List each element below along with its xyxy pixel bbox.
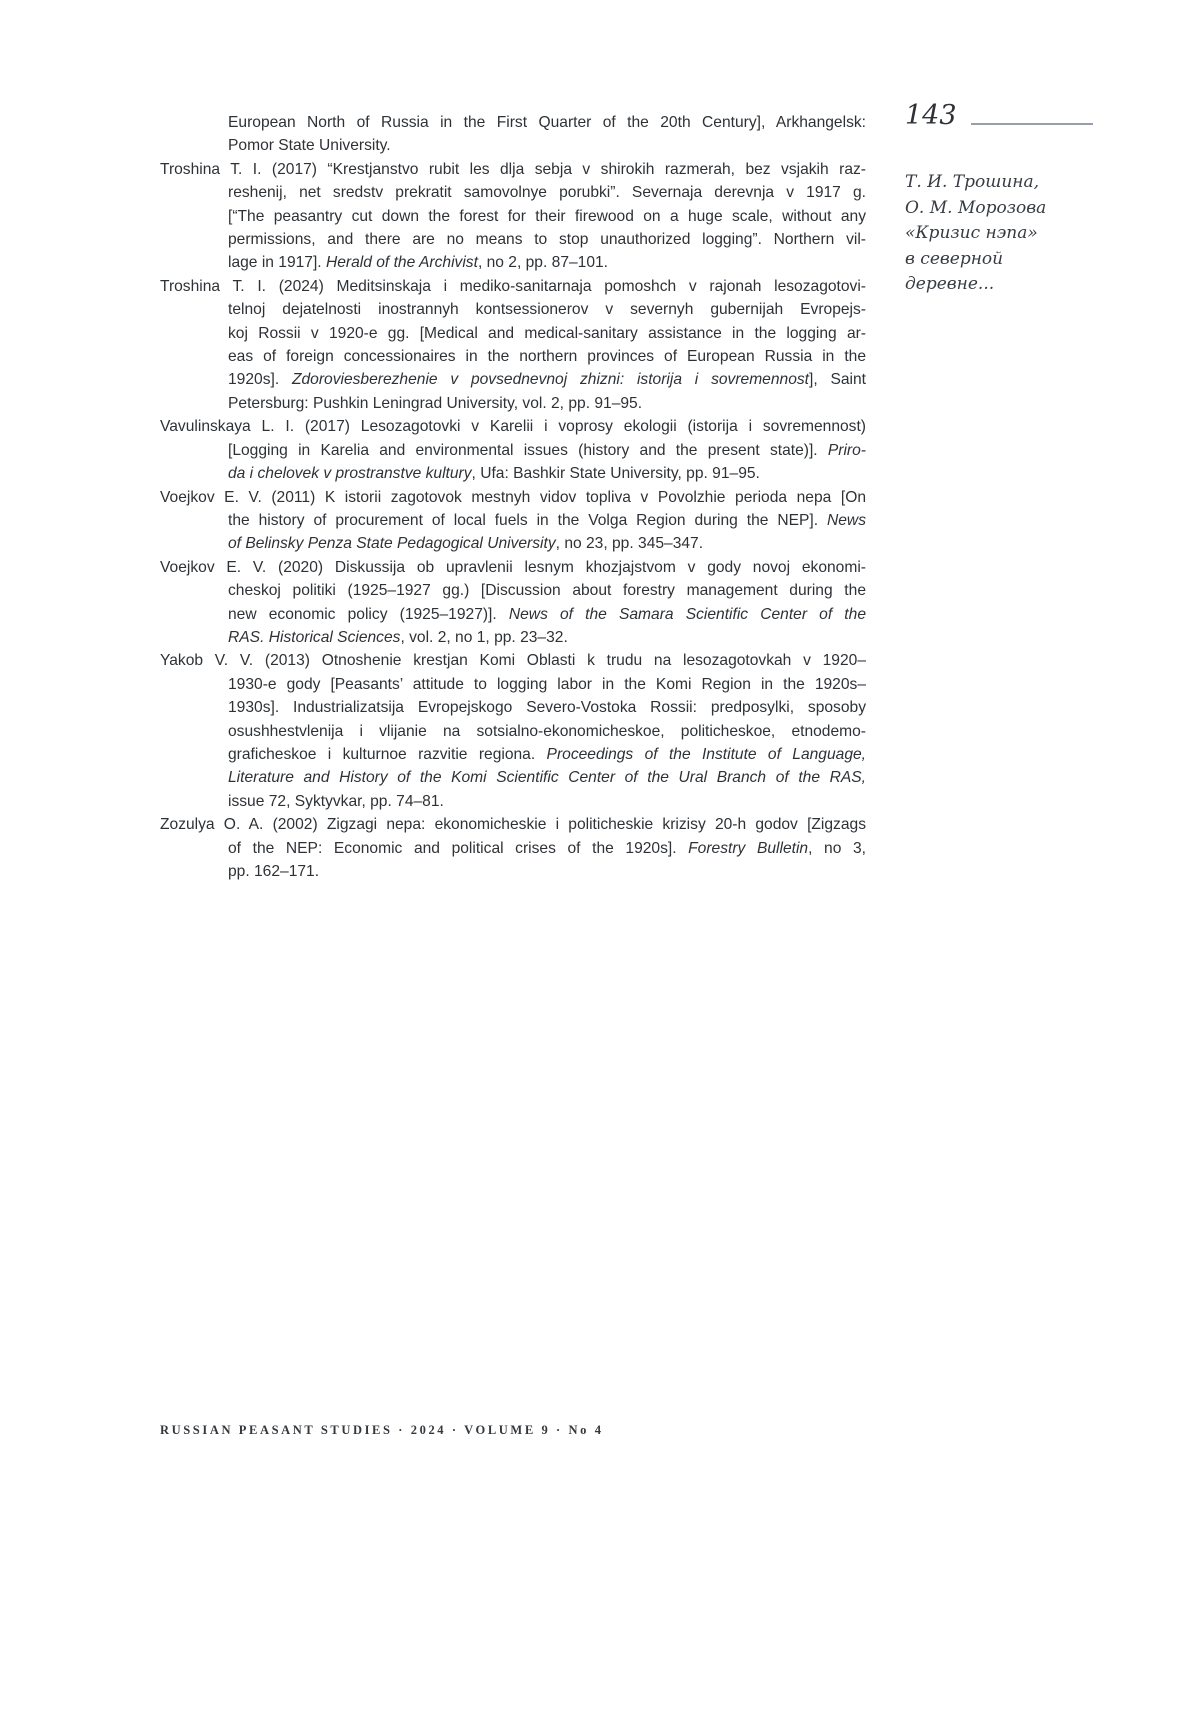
reference-line [228,322,866,345]
reference-text: , no 23, pp. 345–347. [555,535,704,553]
reference-text: , Ufa: Bashkir State University, pp. 91–95. [471,465,760,483]
reference-text: pp. 162–171. [228,863,320,880]
references-list [160,111,866,883]
reference-text-italic: News of the Samara Scientific Center of the [508,605,866,623]
reference-text: [Logging in Karelia and environmental issues (history and the present state)]. [228,441,828,459]
reference-text-italic: Forestry Bulletin [688,839,809,857]
running-head-line: «Кризис нэпа» [905,223,1038,243]
reference-text: Voejkov E. V. (2011) K istorii zagotovok mestnyh vidov topliva v Povolzhie perioda nepa [On [160,488,866,506]
reference-line [228,205,866,228]
reference-text: [“The peasantry cut down the forest for their firewood on a huge scale, without any [228,207,866,225]
reference-text: osushhestvlenija i vlijanie na sotsialno-ekonomicheskoe, politicheskoe, etnodemo- [228,722,866,740]
reference-line [228,532,866,555]
reference-line [160,813,866,836]
reference-line [228,368,866,391]
reference-text: Troshina T. I. (2017) “Krestjanstvo rubit les dlja sebja v shirokih razmerah, bez vsjakih raz- [160,160,866,178]
reference-text: reshenij, net sredstv prekratit samovolnye porubki”. Severnaja derevnja v 1917 g. [228,184,866,202]
reference-entry [160,813,866,883]
reference-line [228,603,866,626]
reference-line [160,275,866,298]
reference-line [228,766,866,789]
reference-text: telnoj dejatelnosti inostrannyh kontsessionerov v severnyh gubernijah Evropejs- [228,301,866,319]
reference-text: of the NEP: Economic and political crises of the 1920s]. [228,839,689,857]
reference-line [228,439,866,462]
reference-text-italic: Herald of the Archivist [325,254,478,272]
running-head-line: Т. И. Трошина, [905,172,1040,192]
page-header [905,101,1093,131]
reference-entry [160,158,866,275]
reference-text: 1930-e gody [Peasants’ attitude to logging labor in the Komi Region in the 1920s– [228,675,866,693]
reference-line [160,556,866,579]
reference-entry [160,275,866,415]
reference-line [160,486,866,509]
reference-line [228,696,866,719]
reference-line [160,158,866,181]
reference-text: koj Rossii v 1920-e gg. [Medical and medical-sanitary assistance in the logging ar- [228,324,866,342]
reference-line [228,837,866,860]
reference-line [160,649,866,672]
reference-text-italic: Zdoroviesberezhenie v povsednevnoj zhizni: istorija i sovremennost [291,371,810,389]
reference-entry [160,111,866,158]
reference-line [228,626,866,649]
reference-line [228,298,866,321]
reference-entry [160,649,866,813]
reference-line [228,673,866,696]
reference-text: ], Saint [809,371,867,389]
reference-line [228,181,866,204]
reference-text-italic: News [827,511,866,529]
reference-text-italic: Priro- [827,441,866,459]
reference-text: issue 72, Syktyvkar, pp. 74–81. [228,792,444,810]
reference-text: Pomor State University. [228,137,391,155]
running-head-line: деревне... [905,274,995,294]
reference-entry [160,486,866,556]
reference-line [228,860,866,883]
reference-entry [160,556,866,650]
running-head-line: в северной [905,248,1004,269]
reference-text-italic: of Belinsky Penza State Pedagogical University [228,535,556,553]
reference-line [228,111,866,134]
reference-text: Voejkov E. V. (2020) Diskussija ob upravlenii lesnym khozjajstvom v gody novoj ekonomi- [160,558,866,576]
reference-line [228,392,866,415]
reference-line [228,134,866,157]
reference-text: 1930s]. Industrializatsija Evropejskogo Severo-Vostoka Rossii: predposylki, sposoby [228,699,866,717]
reference-text: new economic policy (1925–1927)]. [228,605,509,623]
reference-text-italic: RAS. Historical Sciences [228,628,401,646]
reference-text: Zozulya O. A. (2002) Zigzagi nepa: ekonomicheskie i politicheskie krizisy 20-h godov [Zigzags [160,816,866,834]
reference-line [228,743,866,766]
reference-text: graficheskoe i kulturnoe razvitie regiona. [228,745,547,763]
reference-text: permissions, and there are no means to stop unauthorized logging”. Northern vil- [228,231,866,249]
reference-text: Petersburg: Pushkin Leningrad University, vol. 2, pp. 91–95. [228,394,643,412]
reference-text-italic: Proceedings of the Institute of Language, [546,745,867,763]
reference-line [228,251,866,274]
reference-text: cheskoj politiki (1925–1927 gg.) [Discussion about forestry management during the [228,582,866,600]
reference-text: 1920s]. [228,371,292,389]
journal-footer: RUSSIAN PEASANT STUDIES · 2024 · VOLUME 9 · No 4 [160,1423,604,1437]
reference-text: , vol. 2, no 1, pp. 23–32. [400,628,568,646]
reference-text: Vavulinskaya L. I. (2017) Lesozagotovki v Karelii i voprosy ekologii (istorija i sovremennost) [160,418,866,436]
reference-line [228,345,866,368]
header-rule [971,123,1093,125]
running-head [905,170,1125,298]
reference-text: , no 2, pp. 87–101. [477,254,609,272]
reference-text: the history of procurement of local fuels in the Volga Region during the NEP]. [228,511,827,529]
reference-line [228,720,866,743]
reference-text-italic: Literature and History of the Komi Scientific Center of the Ural Branch of the RAS, [228,769,866,787]
reference-text: lage in 1917]. [228,254,326,272]
reference-line [228,462,866,485]
reference-text: Yakob V. V. (2013) Otnoshenie krestjan Komi Oblasti k trudu na lesozagotovkah v 1920– [160,652,866,670]
running-head-line: О. М. Морозова [905,197,1047,218]
reference-line [228,509,866,532]
reference-entry [160,415,866,485]
reference-line [160,415,866,438]
reference-line [228,228,866,251]
reference-text: eas of foreign concessionaires in the northern provinces of European Russia in the [228,348,866,366]
reference-text: , no 3, [808,839,866,857]
reference-line [228,790,866,813]
reference-text: European North of Russia in the First Quarter of the 20th Century], Arkhangelsk: [228,114,866,131]
page-number: 143 [905,100,957,131]
reference-line [228,579,866,602]
reference-text: Troshina T. I. (2024) Meditsinskaja i mediko-sanitarnaja pomoshch v rajonah lesozagotovi- [160,277,866,295]
reference-text-italic: da i chelovek v prostranstve kultury [228,465,472,483]
